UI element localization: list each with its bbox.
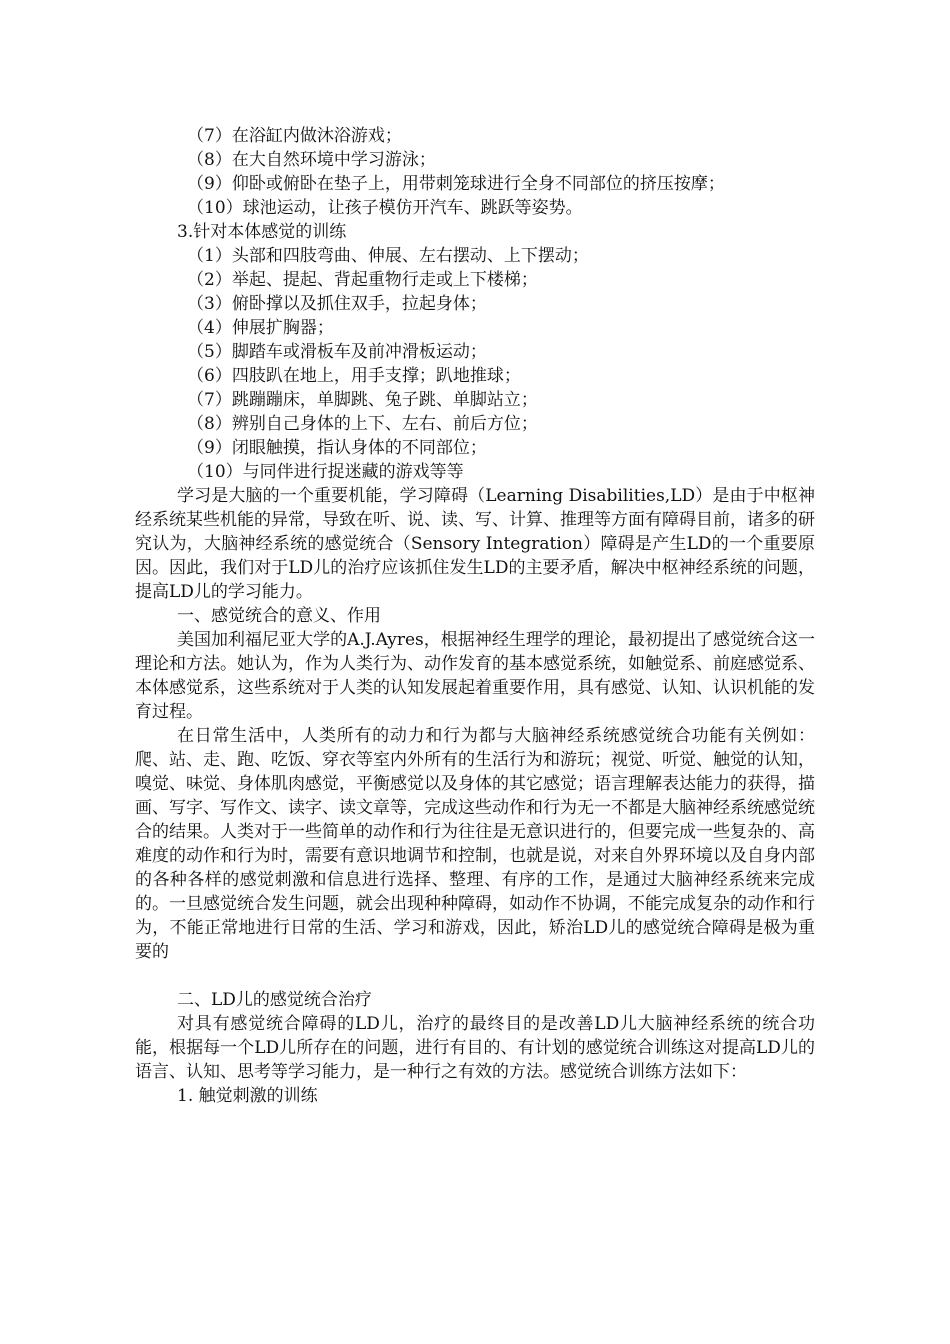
list-item: （6）四肢趴在地上，用手支撑；趴地推球； <box>187 366 521 386</box>
section-heading-3: 3.针对本体感觉的训练 <box>177 222 347 242</box>
list-item: （4）伸展扩胸器； <box>187 318 334 338</box>
list-item: （9）仰卧或俯卧在垫子上，用带刺笼球进行全身不同部位的挤压按摩； <box>187 174 725 194</box>
list-item: （3）俯卧撑以及抓住双手，拉起身体； <box>187 294 487 314</box>
list-item: （10）与同伴进行捉迷藏的游戏等等 <box>187 462 464 482</box>
numbered-item-1: 1. 触觉刺激的训练 <box>177 1086 318 1106</box>
list-item: （10）球池运动，让孩子模仿开汽车、跳跃等姿势。 <box>187 198 583 218</box>
list-item: （1）头部和四肢弯曲、伸展、左右摆动、上下摆动； <box>187 246 589 266</box>
paragraph-daily-life: 在日常生活中，人类所有的动力和行为都与大脑神经系统感觉统合功能有关例如：爬、站、走、跑、吃饭、穿衣等室内外所有的生活行为和游玩；视觉、听觉、触觉的认知，嗅觉、味觉、身体肌肉感觉，平衡感觉以及身体的其它感觉；语言理解表达能力的获得，描画、写字、写作文、读字、读文章等，完成这些动作和行为无一不都是大脑神经系统感觉统合的结果。人类对于一些简单的动作和行为往往是无意识进行的，但要完成一些复杂的、高难度的动作和行为时，需要有意识地调节和控制，也就是说，对来自外界环境以及自身内部的各种各样的感觉刺激和信息进行选择、整理、有序的工作，是通过大脑神经系统来完成的。一旦感觉统合发生问题，就会出现种种障碍，如动作不协调，不能完成复杂的动作和行为，不能正常地进行日常的生活、学习和游戏，因此，矫治LD儿的感觉统合障碍是极为重要的 <box>135 726 815 962</box>
paragraph-intro: 学习是大脑的一个重要机能，学习障碍（Learning Disabilities,LD）是由于中枢神经系统某些机能的异常，导致在听、说、读、写、计算、推理等方面有障碍目前，诸多的研究认为，大脑神经系统的感觉统合（Sensory Integration）障碍是产生LD的一个重要原因。因此，我们对于LD儿的治疗应该抓住发生LD的主要矛盾，解决中枢神经系统的问题，提高LD儿的学习能力。 <box>135 486 815 602</box>
document-body <box>135 124 815 1108</box>
paragraph-ayres: 美国加利福尼亚大学的A.J.Ayres，根据神经生理学的理论，最初提出了感觉统合这一理论和方法。她认为，作为人类行为、动作发育的基本感觉系统，如触觉系、前庭感觉系、本体感觉系，这些系统对于人类的认知发展起着重要作用，具有感觉、认知、认识机能的发育过程。 <box>135 630 815 722</box>
list-item: （5）脚踏车或滑板车及前冲滑板运动； <box>187 342 487 362</box>
list-item: （7）在浴缸内做沐浴游戏； <box>187 126 402 146</box>
list-item: （7）跳蹦蹦床，单脚跳、兔子跳、单脚站立； <box>187 390 538 410</box>
paragraph-treatment: 对具有感觉统合障碍的LD儿，治疗的最终目的是改善LD儿大脑神经系统的统合功能，根据每一个LD儿所存在的问题，进行有目的、有计划的感觉统合训练这对提高LD儿的语言、认知、思考等学习能力，是一种行之有效的方法。感觉统合训练方法如下： <box>135 1014 815 1082</box>
list-item: （9）闭眼触摸，指认身体的不同部位； <box>187 438 487 458</box>
list-item: （2）举起、提起、背起重物行走或上下楼梯； <box>187 270 538 290</box>
list-item: （8）辨别自己身体的上下、左右、前后方位； <box>187 414 538 434</box>
blank-line <box>135 964 815 988</box>
list-item: （8）在大自然环境中学习游泳； <box>187 150 436 170</box>
heading-section-one: 一、感觉统合的意义、作用 <box>177 606 381 626</box>
heading-section-two: 二、LD儿的感觉统合治疗 <box>177 990 372 1010</box>
